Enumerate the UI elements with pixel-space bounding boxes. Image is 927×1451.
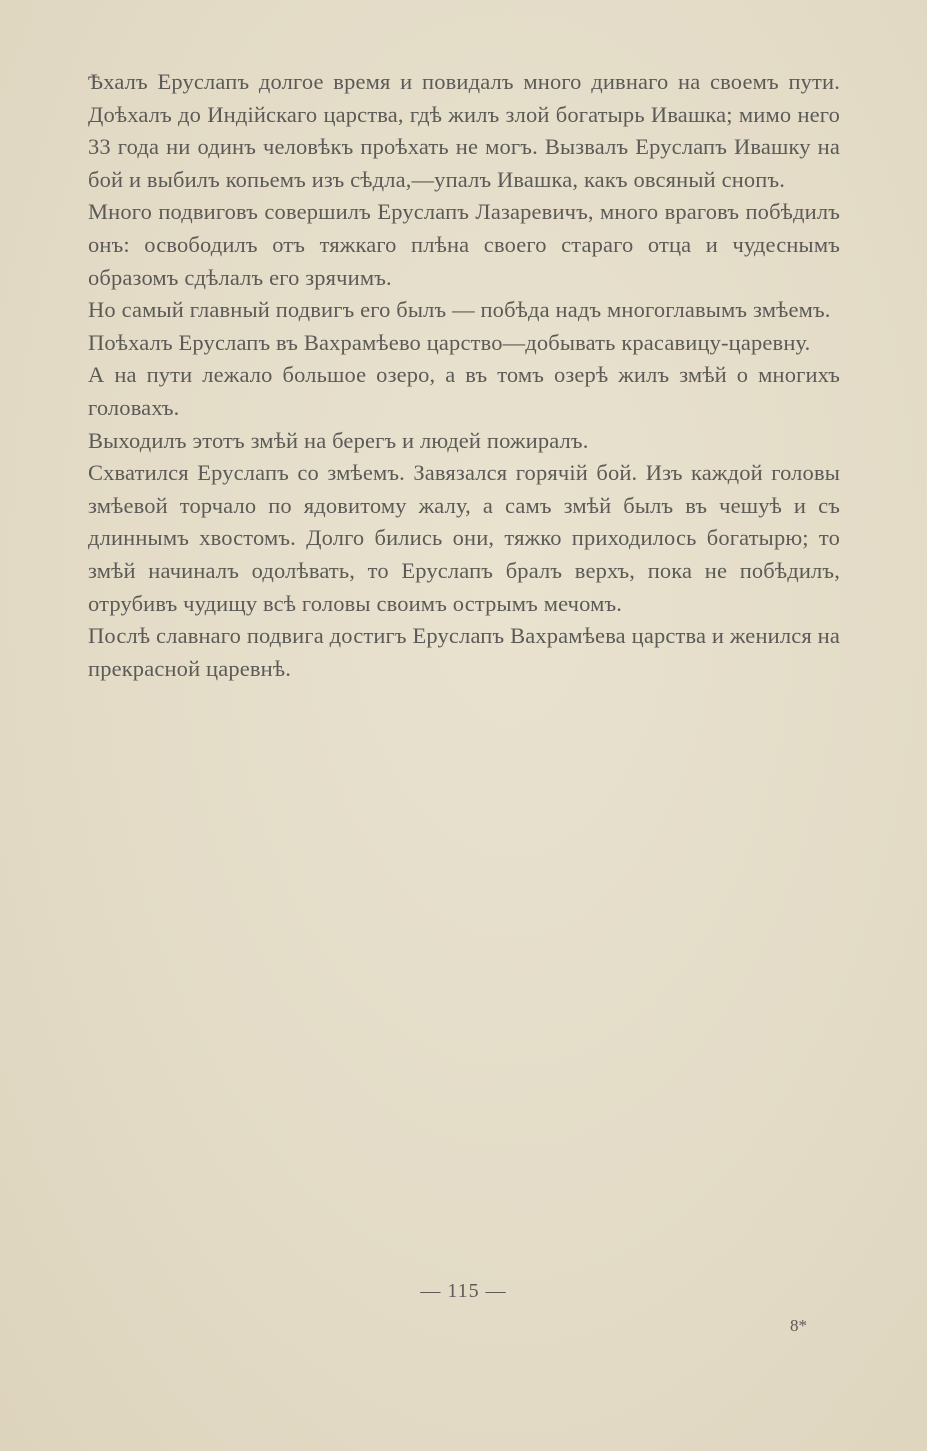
paragraph: Ѣхалъ Еруслапъ долгое время и повидалъ много дивнаго на своемъ пути. Доѣхалъ до Индійскаго царства, гдѣ жилъ злой богатырь Ивашка; мимо него 33 года ни одинъ человѣкъ проѣхать не могъ. Вызвалъ Еруслапъ Ивашку на бой и выбилъ копьемъ изъ сѣдла,—упалъ Ивашка, какъ овсяный снопъ. [88,69,840,192]
paragraph: Схватился Еруслапъ со змѣемъ. Завязался горячій бой. Изъ каждой головы змѣевой торчало по ядовитому жалу, а самъ змѣй былъ въ чешуѣ и съ длиннымъ хвостомъ. Долго бились они, тяжко приходилось богатырю; то змѣй начиналъ одолѣвать, то Еруслапъ бралъ верхъ, пока не побѣдилъ, отрубивъ чудищу всѣ головы своимъ острымъ мечомъ. [88,460,840,616]
page-text-block [88,66,840,685]
paragraph: Много подвиговъ совершилъ Еруслапъ Лазаревичъ, много враговъ побѣдилъ онъ: освободилъ отъ тяжкаго плѣна своего стараго отца и чудеснымъ образомъ сдѣлалъ его зрячимъ. [88,199,840,290]
paragraph: А на пути лежало большое озеро, а въ томъ озерѣ жилъ змѣй о многихъ головахъ. [88,362,840,420]
paragraph: Поѣхалъ Еруслапъ въ Вахрамѣево царство—добывать красавицу-царевну. [88,329,811,355]
signature-mark: 8* [790,1316,807,1335]
paragraph: Послѣ славнаго подвига достигъ Еруслапъ Вахрамѣева царства и женился на прекрасной царевнѣ. [88,623,840,681]
page-number: — 115 — [420,1280,507,1302]
paragraph: Выходилъ этотъ змѣй на берегъ и людей пожиралъ. [88,427,589,453]
paragraph: Но самый главный подвигъ его былъ — побѣда надъ многоглавымъ змѣемъ. [88,297,831,323]
